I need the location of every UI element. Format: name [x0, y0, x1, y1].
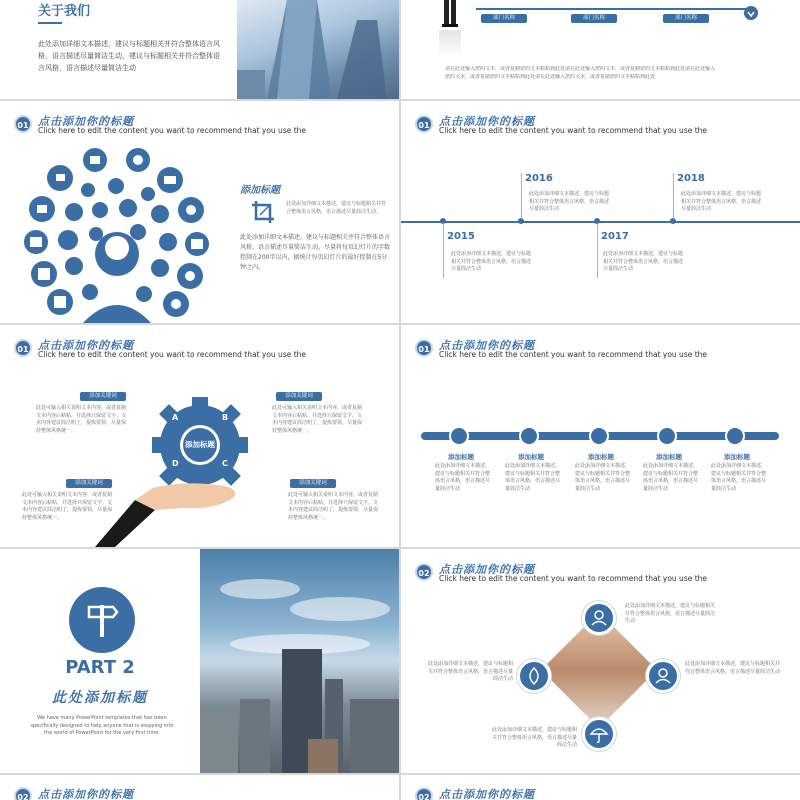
slide-title: 点击添加你的标题	[38, 788, 134, 800]
slide-part-2[interactable]	[0, 549, 399, 773]
slide-subtitle: Click here to edit the content you want to recommend that you use the	[439, 574, 708, 583]
gear-center-label: 添加标题	[185, 440, 215, 449]
section-number: 01	[415, 339, 433, 357]
year-2018: 2018	[677, 173, 705, 184]
keyword-label-d: 添加关键词	[66, 479, 112, 488]
slide-title: 关于我们	[38, 4, 91, 19]
slide-departments[interactable]	[401, 0, 800, 99]
leaf-icon-left	[517, 659, 551, 693]
text-2015: 此处添加详细文本描述，建议与标题相关并符合整体语言风格，语言描述尽量简洁生动	[451, 251, 532, 272]
section-number: 01	[415, 115, 433, 133]
text-bottom: 此处添加详细文本描述，建议与标题相关并符合整体语言风格，语言描述尽量简洁生动	[491, 727, 577, 748]
section-number: 02	[14, 787, 32, 800]
keyword-label-a: 添加关键词	[80, 392, 126, 401]
short-description: 此处添加详细文本描述，建议与标题相关并符合整体语言风格，语言描述尽量简洁生动。	[286, 201, 387, 215]
slide-about-us[interactable]	[0, 0, 399, 99]
slide-title: 点击添加你的标题	[38, 115, 134, 128]
step-4-text: 此处添加详细文本描述，建议与标题相关并符合整体语言风格，语言描述尽量简洁生动	[643, 463, 699, 492]
text-left: 此处添加详细文本描述，建议与标题相关并符合整体语言风格，语言描述尽量简洁生动	[427, 661, 513, 682]
step-5-send-icon	[725, 426, 745, 446]
text-2017: 此处添加详细文本描述，建议与标题相关并符合整体语言风格，语言描述尽量简洁生动	[603, 251, 684, 272]
icon-cluster	[20, 146, 215, 323]
gear-letter-b: B	[222, 413, 229, 422]
text-right: 此处添加详细文本描述，建议与标题相关并符合整体语言风格，语言描述尽量简洁生动	[685, 661, 781, 675]
description-line-1: 请在此处输入您的文本，或者复制您的文本粘贴到此处请在此处输入您的文本，或者复制您的文本粘贴到此处请在此处输入	[445, 66, 716, 72]
year-2017: 2017	[601, 231, 629, 242]
slide-title: 点击添加你的标题	[439, 563, 535, 576]
gear-letter-c: C	[222, 459, 228, 468]
gear-letter-d: D	[172, 459, 179, 468]
text-2018: 此处添加详细文本描述，建议与标题相关并符合整体语言风格，语言描述尽量简洁生动	[681, 191, 762, 212]
slide-icon-cloud[interactable]	[0, 101, 399, 323]
text-a: 此处可输入相关说明文本内容，或者复制文本内容后粘贴，并选择只保留文字。文本内容建议简洁明了，提炼要领，尽量保持整体风格统一。	[36, 405, 127, 434]
slide-diamond[interactable]	[401, 549, 800, 773]
person-figure	[439, 0, 461, 28]
timeline-axis	[401, 221, 800, 223]
step-3-label: 添加标题	[588, 453, 614, 461]
part-description: We have many PowerPoint templates that has been specifically designed to help anyone that is stepping into the world of PowerPoint for the very first time.	[30, 715, 174, 736]
step-2-text: 此处添加详细文本描述，建议与标题相关并符合整体语言风格，语言描述尽量简洁生动	[505, 463, 561, 492]
slide-subtitle: Click here to edit the content you want to recommend that you use the	[439, 126, 708, 135]
step-3-pencil-icon	[589, 426, 609, 446]
text-top: 此处添加详细文本描述，建议与标题相关并符合整体语言风格，语言描述尽量简洁生动	[625, 603, 716, 624]
step-3-text: 此处添加详细文本描述，建议与标题相关并符合整体语言风格，语言描述尽量简洁生动	[575, 463, 631, 492]
connector-line	[476, 8, 751, 10]
slide-process[interactable]	[401, 325, 800, 547]
person-reflection	[439, 30, 461, 58]
arrow-down-icon	[744, 6, 758, 20]
stem-2016	[521, 173, 522, 219]
hand-graphic	[95, 480, 240, 547]
year-2015: 2015	[447, 231, 475, 242]
section-number: 01	[14, 115, 32, 133]
text-d: 此处可输入相关说明文本内容，或者复制文本内容后粘贴，并选择只保留文字。文本内容建议简洁明了，提炼要领，尽量保持整体风格统一。	[22, 492, 113, 521]
signpost-badge	[69, 587, 135, 653]
slide-timeline[interactable]	[401, 101, 800, 323]
slide-title: 点击添加你的标题	[38, 339, 134, 352]
stem-2017	[597, 223, 598, 278]
body-text: 此处添加详细文本描述，建议与标题相关并符合整体语言风格，语言描述尽量简洁生动。尽量将每页幻灯片的字数控制在200字以内，据统计每页幻灯片的最好控制在5分钟之内。	[240, 234, 391, 271]
text-c: 此处可输入相关说明文本内容，或者复制文本内容后粘贴，并选择只保留文字。文本内容建议简洁明了，提炼要领，尽量保持整体风格统一。	[288, 492, 379, 521]
part-number: PART 2	[65, 657, 135, 678]
section-heading: 添加标题	[240, 185, 280, 196]
department-pill-1: 部门名称	[481, 14, 527, 23]
step-1-label: 添加标题	[448, 453, 474, 461]
section-number: 02	[415, 563, 433, 581]
slide-gear[interactable]	[0, 325, 399, 547]
part-title: 此处添加标题	[52, 690, 148, 706]
building-photo	[237, 0, 399, 99]
slide-partial-right[interactable]	[401, 775, 800, 800]
slide-title: 点击添加你的标题	[439, 339, 535, 352]
step-5-label: 添加标题	[724, 453, 750, 461]
step-2-label: 添加标题	[518, 453, 544, 461]
stem-2015	[443, 223, 444, 278]
user-icon-right	[646, 659, 680, 693]
text-2016: 此处添加详细文本描述，建议与标题相关并符合整体语言风格，语言描述尽量简洁生动	[529, 191, 610, 212]
department-pill-3: 部门名称	[663, 14, 709, 23]
description-line-2: 您的文本，或者复制您的文本粘贴到此处请在此处输入您的文本，或者复制您的文本粘贴到此处	[445, 74, 656, 80]
stem-2018	[673, 173, 674, 219]
slide-partial-left[interactable]	[0, 775, 399, 800]
slide-subtitle: Click here to edit the content you want to recommend that you use the	[38, 350, 307, 359]
year-2016: 2016	[525, 173, 553, 184]
keyword-label-c: 添加关键词	[290, 479, 336, 488]
step-2-pencil-icon	[519, 426, 539, 446]
department-pill-2: 部门名称	[571, 14, 617, 23]
crop-icon	[250, 199, 276, 225]
body-text: 此处添加详细文本描述，建议与标题相关并符合整体语言风格，语言描述尽量简洁生动，建议与标题相关并符合整体语言风格，语言描述尽量简洁生动	[38, 40, 220, 72]
step-5-text: 此处添加详细文本描述，建议与标题相关并符合整体语言风格，语言描述尽量简洁生动	[711, 463, 767, 492]
city-photo	[200, 549, 399, 773]
keyword-label-b: 添加关键词	[276, 392, 322, 401]
user-icon-top	[582, 601, 616, 635]
slide-subtitle: Click here to edit the content you want to recommend that you use the	[439, 350, 708, 359]
section-number: 02	[415, 787, 433, 800]
gear-letter-a: A	[172, 413, 179, 422]
title-underline	[38, 22, 62, 24]
section-number: 01	[14, 339, 32, 357]
text-b: 此处可输入相关说明文本内容，或者复制文本内容后粘贴，并选择只保留文字。文本内容建议简洁明了，提炼要领，尽量保持整体风格统一。	[272, 405, 363, 434]
slide-title: 点击添加你的标题	[439, 115, 535, 128]
slide-title: 点击添加你的标题	[439, 788, 535, 800]
slide-subtitle: Click here to edit the content you want to recommend that you use the	[38, 126, 307, 135]
step-1-pencil-icon	[449, 426, 469, 446]
step-1-text: 此处添加详细文本描述，建议与标题相关并符合整体语言风格，语言描述尽量简洁生动	[435, 463, 491, 492]
step-4-label: 添加标题	[656, 453, 682, 461]
step-4-pencil-icon	[657, 426, 677, 446]
umbrella-icon-bottom	[582, 717, 616, 751]
